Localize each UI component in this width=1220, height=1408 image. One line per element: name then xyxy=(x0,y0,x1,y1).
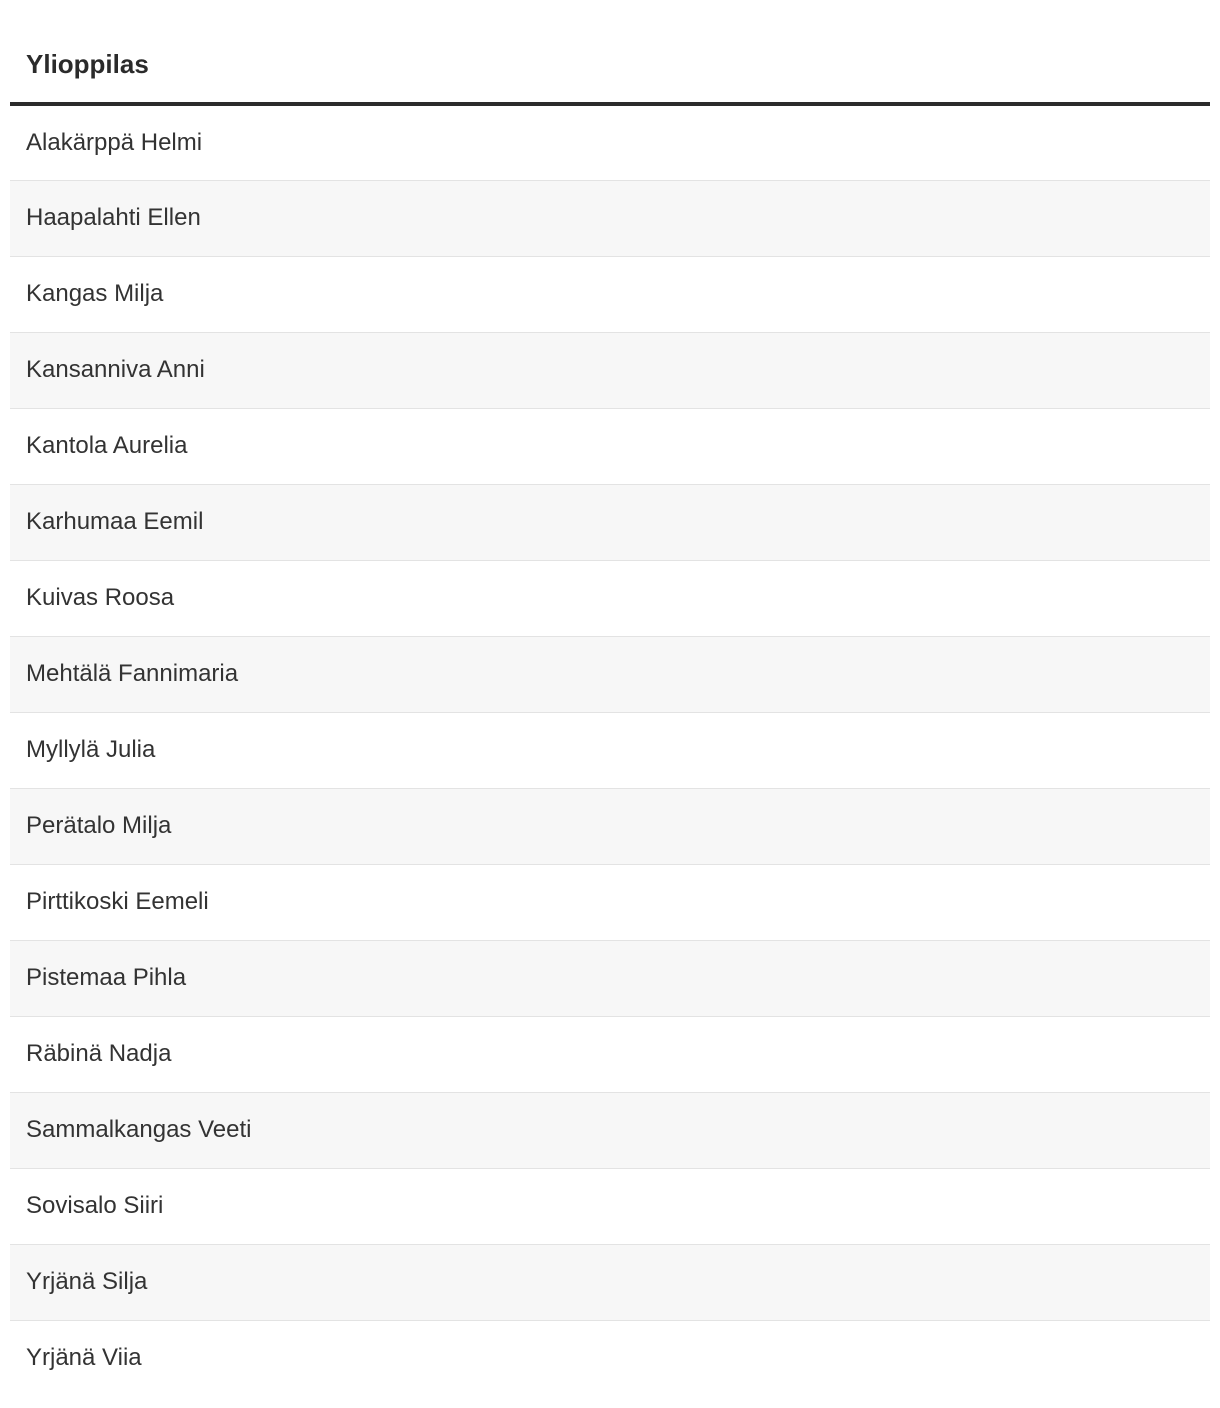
table-head xyxy=(10,26,1210,104)
student-name-cell: Myllylä Julia xyxy=(10,712,1210,788)
student-name-cell: Kansanniva Anni xyxy=(10,332,1210,408)
student-name-cell: Alakärppä Helmi xyxy=(10,104,1210,180)
student-name-cell: Räbinä Nadja xyxy=(10,1016,1210,1092)
table-row xyxy=(10,1168,1210,1244)
table-row xyxy=(10,484,1210,560)
table-row xyxy=(10,1016,1210,1092)
student-name-cell: Yrjänä Viia xyxy=(26,1344,142,1372)
student-name-cell: Kangas Milja xyxy=(10,256,1210,332)
student-name-cell: Mehtälä Fannimaria xyxy=(10,636,1210,712)
table-row xyxy=(10,256,1210,332)
header-row xyxy=(10,26,1210,104)
table-row xyxy=(10,788,1210,864)
table-row xyxy=(10,1092,1210,1168)
students-table xyxy=(10,26,1210,1396)
table-row xyxy=(10,332,1210,408)
student-name-cell: Karhumaa Eemil xyxy=(10,484,1210,560)
student-name-cell: Sammalkangas Veeti xyxy=(10,1092,1210,1168)
student-name-cell: Yrjänä Silja xyxy=(10,1244,1210,1320)
student-name-cell: Perätalo Milja xyxy=(10,788,1210,864)
student-name-cell: Pistemaa Pihla xyxy=(10,940,1210,1016)
student-name-cell: Sovisalo Siiri xyxy=(10,1168,1210,1244)
student-name-cell: Kuivas Roosa xyxy=(10,560,1210,636)
table-row xyxy=(10,864,1210,940)
table-row xyxy=(10,1320,1210,1396)
table-row xyxy=(10,1244,1210,1320)
table-row xyxy=(10,560,1210,636)
table-row xyxy=(10,940,1210,1016)
table-row xyxy=(10,180,1210,256)
table-body xyxy=(10,104,1210,1396)
table-row xyxy=(10,408,1210,484)
table-row xyxy=(10,104,1210,180)
table-row xyxy=(10,636,1210,712)
table-row xyxy=(10,712,1210,788)
student-name-cell: Pirttikoski Eemeli xyxy=(10,864,1210,940)
column-header-ylioppilas[interactable]: Ylioppilas xyxy=(10,26,1210,104)
student-name-cell: Kantola Aurelia xyxy=(10,408,1210,484)
student-name-cell: Haapalahti Ellen xyxy=(10,180,1210,256)
